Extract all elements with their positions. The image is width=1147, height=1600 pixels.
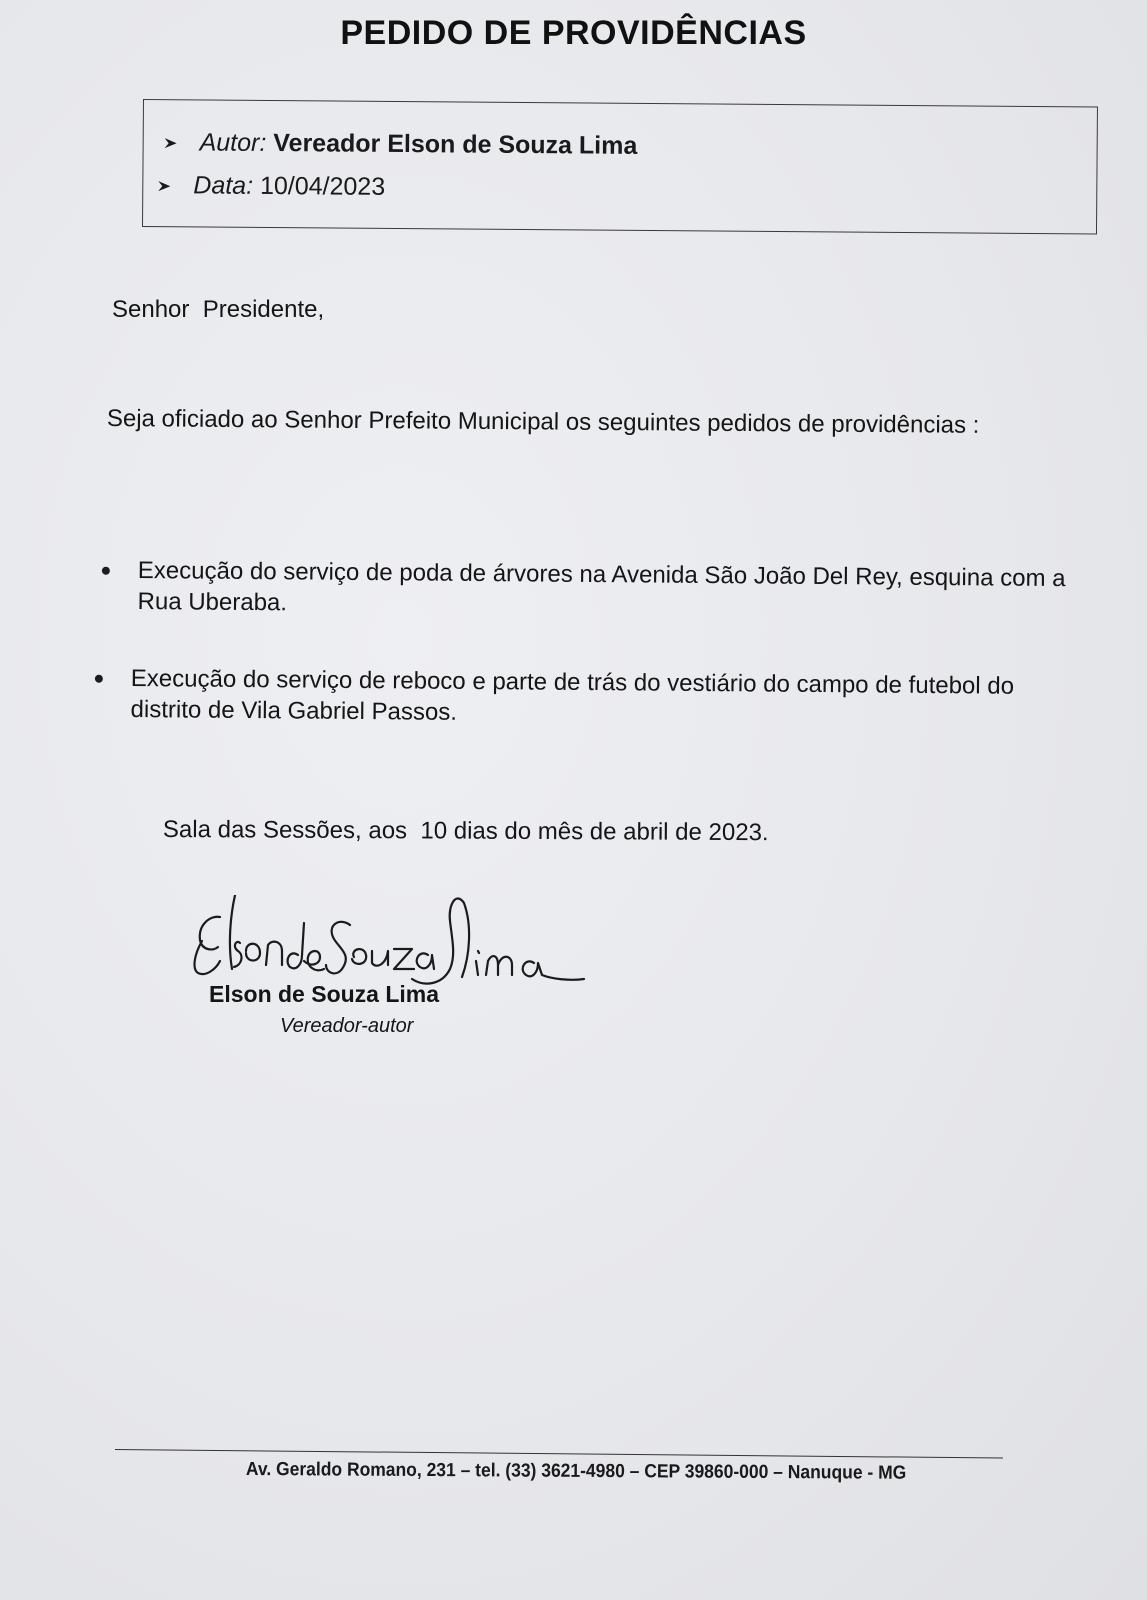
date-label: Data: <box>193 171 254 200</box>
date-row <box>157 171 385 202</box>
closing-line: Sala das Sessões, aos 10 dias do mês de abril de 2023. <box>162 816 769 847</box>
author-value: Vereador Elson de Souza Lima <box>273 129 638 160</box>
bullet-icon <box>95 675 103 683</box>
request-text: Execução do serviço de reboco e parte de trás do vestiário do campo de futebol do distrito de Vila Gabriel Passos. <box>130 664 1015 726</box>
intro-paragraph: Seja oficiado ao Senhor Prefeito Municipal os seguintes pedidos de providências : <box>106 405 980 439</box>
list-item <box>137 555 1068 625</box>
author-row <box>164 128 638 161</box>
footer-address: Av. Geraldo Romano, 231 – tel. (33) 3621-4980 – CEP 39860-000 – Nanuque - MG <box>245 1459 907 1484</box>
signatory-role: Vereador-autor <box>280 1015 414 1037</box>
salutation: Senhor Presidente, <box>112 296 325 323</box>
arrowhead-bullet-icon <box>157 180 171 194</box>
bullet-icon <box>102 567 110 575</box>
list-item <box>130 663 1066 733</box>
handwritten-signature <box>180 895 600 1035</box>
author-label: Autor: <box>199 128 267 157</box>
date-value: 10/04/2023 <box>259 171 386 201</box>
arrowhead-bullet-icon <box>164 137 178 151</box>
signatory-name: Elson de Souza Lima <box>209 981 440 1007</box>
document-title: PEDIDO DE PROVIDÊNCIAS <box>340 14 807 52</box>
footer-divider <box>115 1449 1003 1459</box>
header-box <box>142 99 1098 234</box>
request-text: Execução do serviço de poda de árvores na Avenida São João Del Rey, esquina com a Rua Uberaba. <box>137 556 1066 617</box>
